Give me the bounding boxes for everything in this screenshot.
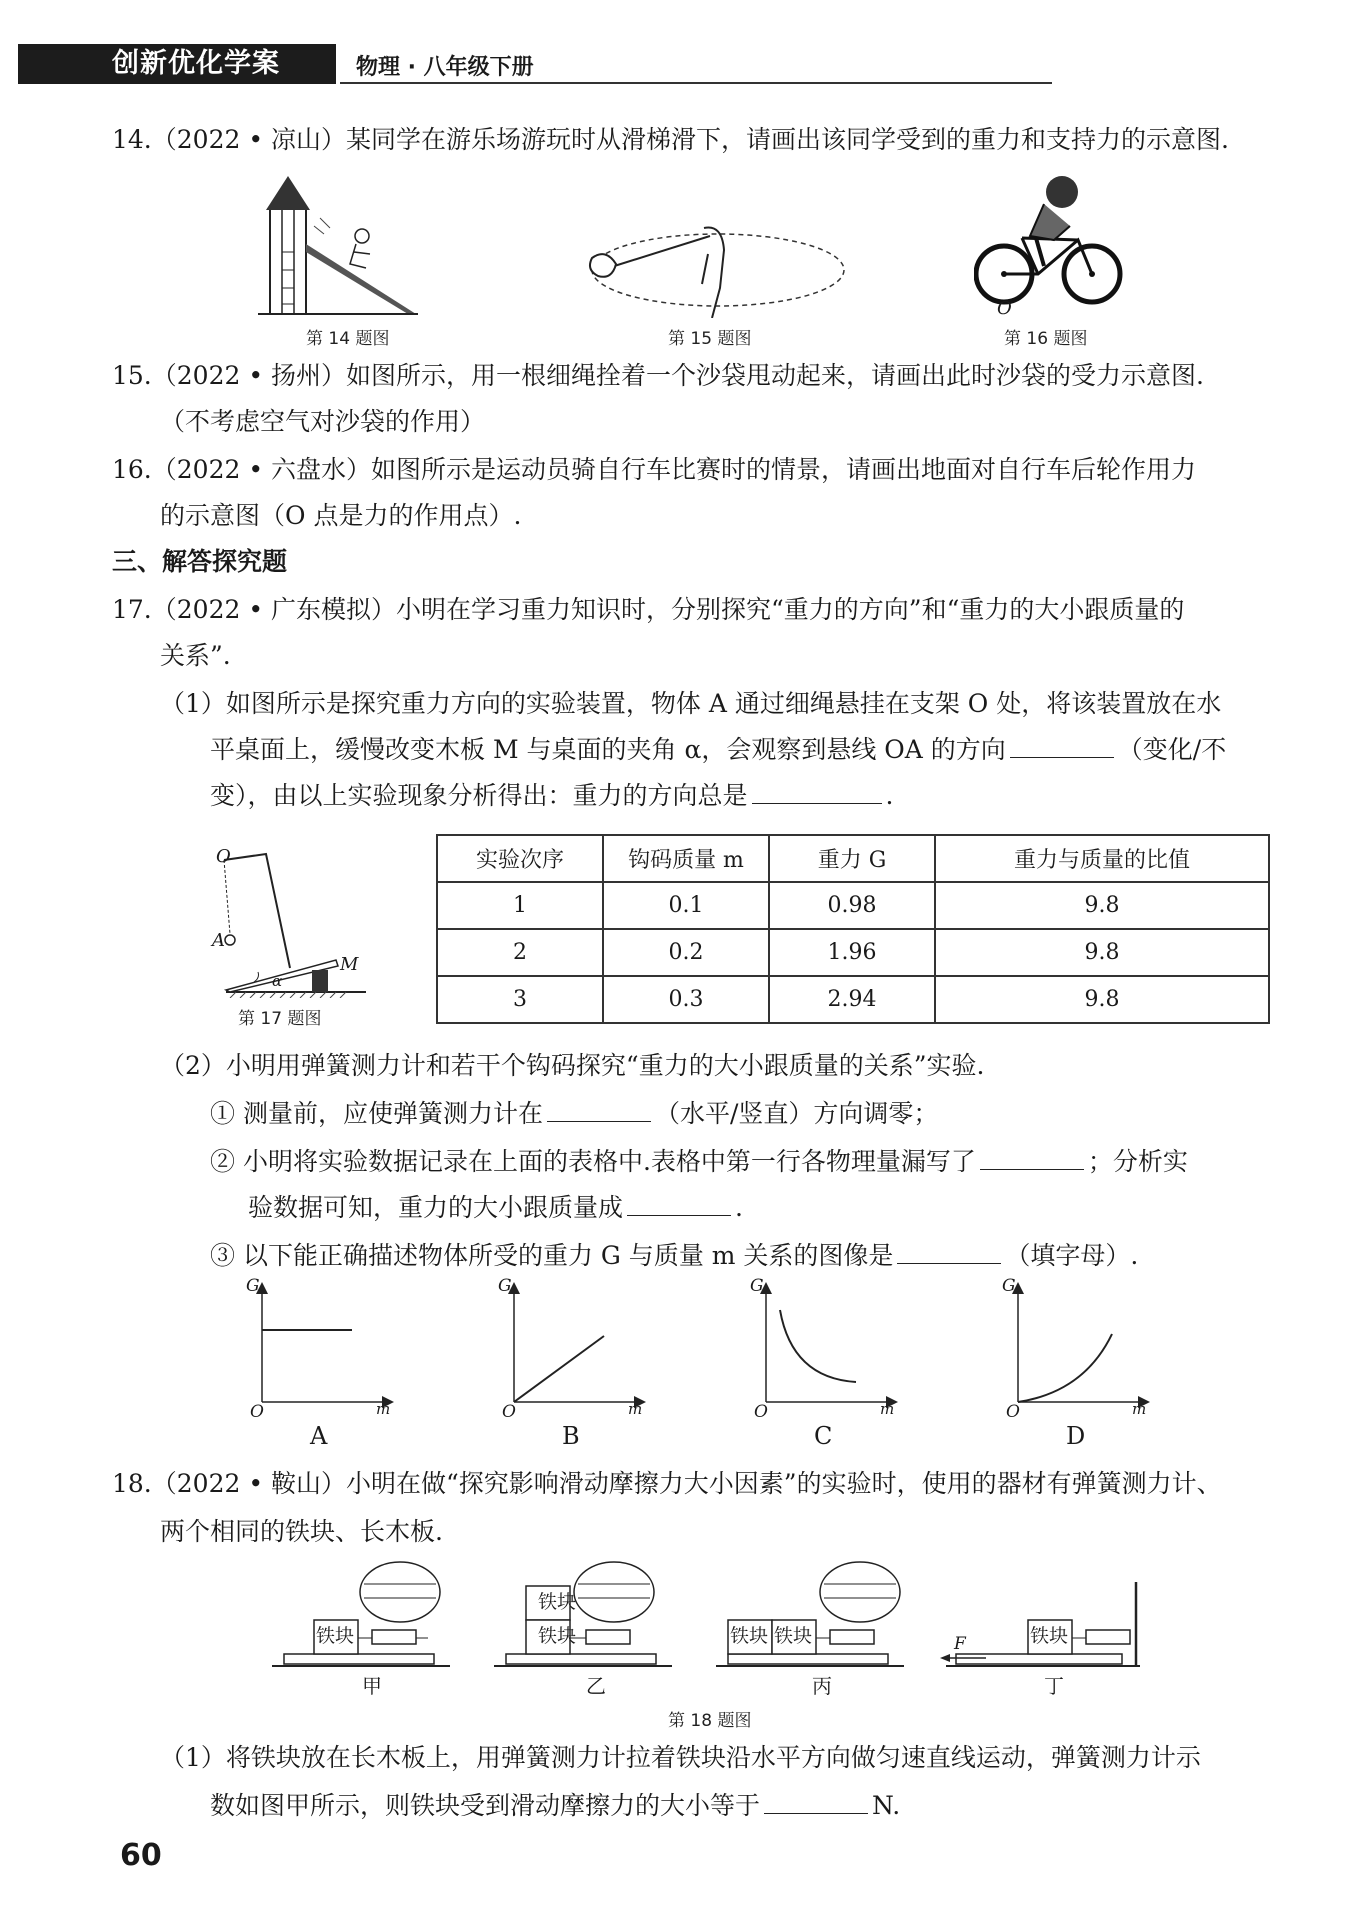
fig16-label-o: O bbox=[997, 298, 1012, 319]
setup-label-yi: 乙 bbox=[586, 1674, 606, 1698]
table-header-cell: 钩码质量 m bbox=[603, 835, 769, 882]
graph-b-axis-g: G bbox=[498, 1276, 512, 1296]
graph-a-origin: O bbox=[250, 1402, 264, 1422]
fig17-label-m: M bbox=[340, 954, 359, 975]
graph-d-origin: O bbox=[1006, 1402, 1020, 1422]
graph-a-axis-m: m bbox=[376, 1400, 391, 1418]
force-label-f: F bbox=[954, 1634, 966, 1654]
q18-line1: 18.（2022 • 鞍山）小明在做“探究影响滑动摩擦力大小因素”的实验时，使用的器材有弹簧测力计、 bbox=[112, 1469, 1222, 1498]
q17-p1-line2: 平桌面上，缓慢改变木板 M 与桌面的夹角 α，会观察到悬线 OA 的方向 （变化/不 bbox=[210, 735, 1227, 764]
q17-p1-line3: 变），由以上实验现象分析得出：重力的方向总是 . bbox=[210, 781, 894, 810]
graph-c-letter: C bbox=[814, 1422, 833, 1450]
table-cell: 0.2 bbox=[603, 929, 769, 976]
block-label: 铁块 bbox=[1030, 1625, 1069, 1647]
graph-b bbox=[514, 1288, 640, 1402]
fig17-label-o: O bbox=[216, 846, 231, 867]
fig16-caption: 第 16 题图 bbox=[1004, 329, 1088, 349]
block-label: 铁块 bbox=[538, 1591, 577, 1613]
graphs-svg bbox=[248, 1282, 1248, 1422]
block-label: 铁块 bbox=[538, 1625, 577, 1647]
q17-p2-1: ① 测量前，应使弹簧测力计在 （水平/竖直）方向调零； bbox=[210, 1099, 939, 1128]
fig15-sandbag bbox=[578, 214, 850, 318]
header-rule bbox=[340, 82, 1052, 84]
fig18-caption: 第 18 题图 bbox=[668, 1711, 752, 1731]
table-cell: 0.3 bbox=[603, 976, 769, 1023]
table-cell: 3 bbox=[437, 976, 603, 1023]
setup-label-jia: 甲 bbox=[362, 1674, 382, 1698]
block-label: 铁块 bbox=[730, 1625, 769, 1647]
setup-label-ding: 丁 bbox=[1044, 1674, 1064, 1698]
q18-line2: 两个相同的铁块、长木板. bbox=[160, 1517, 443, 1546]
table-header-cell: 实验次序 bbox=[437, 835, 603, 882]
setup-bing bbox=[716, 1562, 904, 1666]
table-cell: 1 bbox=[437, 882, 603, 929]
blank-missing-units[interactable] bbox=[980, 1145, 1084, 1170]
q14-text: 14.（2022 • 凉山）某同学在游乐场游玩时从滑梯滑下，请画出该同学受到的重力和支持力的示意图. bbox=[112, 125, 1229, 154]
q17-p2-intro: （2）小明用弹簧测力计和若干个钩码探究“重力的大小跟质量的关系”实验. bbox=[160, 1051, 985, 1080]
subject-title: 物理 · 八年级下册 bbox=[356, 55, 534, 80]
fig14-slide bbox=[258, 172, 418, 322]
graph-c bbox=[766, 1288, 892, 1402]
q18-p1-line2: 数如图甲所示，则铁块受到滑动摩擦力的大小等于 N. bbox=[210, 1791, 901, 1820]
fig17-apparatus bbox=[206, 848, 366, 998]
blank-gravity-direction[interactable] bbox=[752, 779, 882, 804]
graph-c-axis-m: m bbox=[880, 1400, 895, 1418]
setup-jia bbox=[272, 1562, 450, 1666]
fig15-caption: 第 15 题图 bbox=[668, 329, 752, 349]
fig14-caption: 第 14 题图 bbox=[306, 329, 390, 349]
table-row bbox=[437, 882, 1269, 929]
blank-zero-direction[interactable] bbox=[547, 1097, 651, 1122]
graph-b-origin: O bbox=[502, 1402, 516, 1422]
table-header-cell: 重力 G bbox=[769, 835, 935, 882]
graph-d-letter: D bbox=[1066, 1422, 1086, 1450]
setup-yi bbox=[494, 1562, 672, 1666]
data-table bbox=[436, 834, 1270, 1024]
table-cell: 9.8 bbox=[935, 929, 1269, 976]
q17-line2: 关系”. bbox=[160, 641, 231, 670]
table-row bbox=[437, 929, 1269, 976]
table-cell: 0.1 bbox=[603, 882, 769, 929]
q15-line2: （不考虑空气对沙袋的作用） bbox=[160, 407, 486, 436]
graph-b-letter: B bbox=[562, 1422, 580, 1450]
blank-graph-choice[interactable] bbox=[897, 1239, 1001, 1264]
fig16-bicycle bbox=[974, 170, 1126, 310]
fig17-label-alpha: α bbox=[272, 972, 283, 990]
graph-d bbox=[1018, 1288, 1144, 1402]
blank-friction-value[interactable] bbox=[764, 1789, 868, 1814]
table-cell: 9.8 bbox=[935, 976, 1269, 1023]
q16-line1: 16.（2022 • 六盘水）如图所示是运动员骑自行车比赛时的情景，请画出地面对自行车后轮作用力 bbox=[112, 455, 1197, 484]
graph-b-axis-m: m bbox=[628, 1400, 643, 1418]
table-header-row bbox=[437, 835, 1269, 882]
setup-label-bing: 丙 bbox=[812, 1674, 832, 1698]
table-cell: 2.94 bbox=[769, 976, 935, 1023]
section-heading: 三、解答探究题 bbox=[112, 547, 288, 576]
q17-p2-2: ② 小明将实验数据记录在上面的表格中.表格中第一行各物理量漏写了 ；分析实 bbox=[210, 1147, 1188, 1176]
blank-proportion[interactable] bbox=[627, 1191, 731, 1216]
graph-c-origin: O bbox=[754, 1402, 768, 1422]
graph-c-axis-g: G bbox=[750, 1276, 764, 1296]
q17-p1-line1: （1）如图所示是探究重力方向的实验装置，物体 A 通过细绳悬挂在支架 O 处，将该装置放在水 bbox=[160, 689, 1222, 718]
q17-p2-3: ③ 以下能正确描述物体所受的重力 G 与质量 m 关系的图像是 （填字母）. bbox=[210, 1241, 1139, 1270]
q17-line1: 17.（2022 • 广东模拟）小明在学习重力知识时，分别探究“重力的方向”和“重力的大小跟质量的 bbox=[112, 595, 1185, 624]
graph-a-letter: A bbox=[310, 1422, 328, 1450]
table-cell: 1.96 bbox=[769, 929, 935, 976]
blank-direction[interactable] bbox=[1010, 733, 1114, 758]
table-header-cell: 重力与质量的比值 bbox=[935, 835, 1269, 882]
fig17-label-a: A bbox=[212, 930, 225, 951]
table-row bbox=[437, 976, 1269, 1023]
block-label: 铁块 bbox=[316, 1625, 355, 1647]
table-cell: 9.8 bbox=[935, 882, 1269, 929]
q17-p2-2-cont: 验数据可知，重力的大小跟质量成 . bbox=[248, 1193, 743, 1222]
table-cell: 2 bbox=[437, 929, 603, 976]
fig17-caption: 第 17 题图 bbox=[238, 1009, 322, 1029]
graph-d-axis-g: G bbox=[1002, 1276, 1016, 1296]
table-cell: 0.98 bbox=[769, 882, 935, 929]
q18-p1-line1: （1）将铁块放在长木板上，用弹簧测力计拉着铁块沿水平方向做匀速直线运动，弹簧测力计示 bbox=[160, 1743, 1201, 1772]
page-number: 60 bbox=[120, 1838, 162, 1873]
block-label: 铁块 bbox=[774, 1625, 813, 1647]
graph-a bbox=[262, 1288, 388, 1402]
graph-d-axis-m: m bbox=[1132, 1400, 1147, 1418]
q16-line2: 的示意图（O 点是力的作用点）. bbox=[160, 501, 522, 530]
q15-line1: 15.（2022 • 扬州）如图所示，用一根细绳拴着一个沙袋甩动起来，请画出此时沙袋的受力示意图. bbox=[112, 361, 1204, 390]
graph-a-axis-g: G bbox=[246, 1276, 260, 1296]
series-title: 创新优化学案 bbox=[112, 48, 280, 79]
